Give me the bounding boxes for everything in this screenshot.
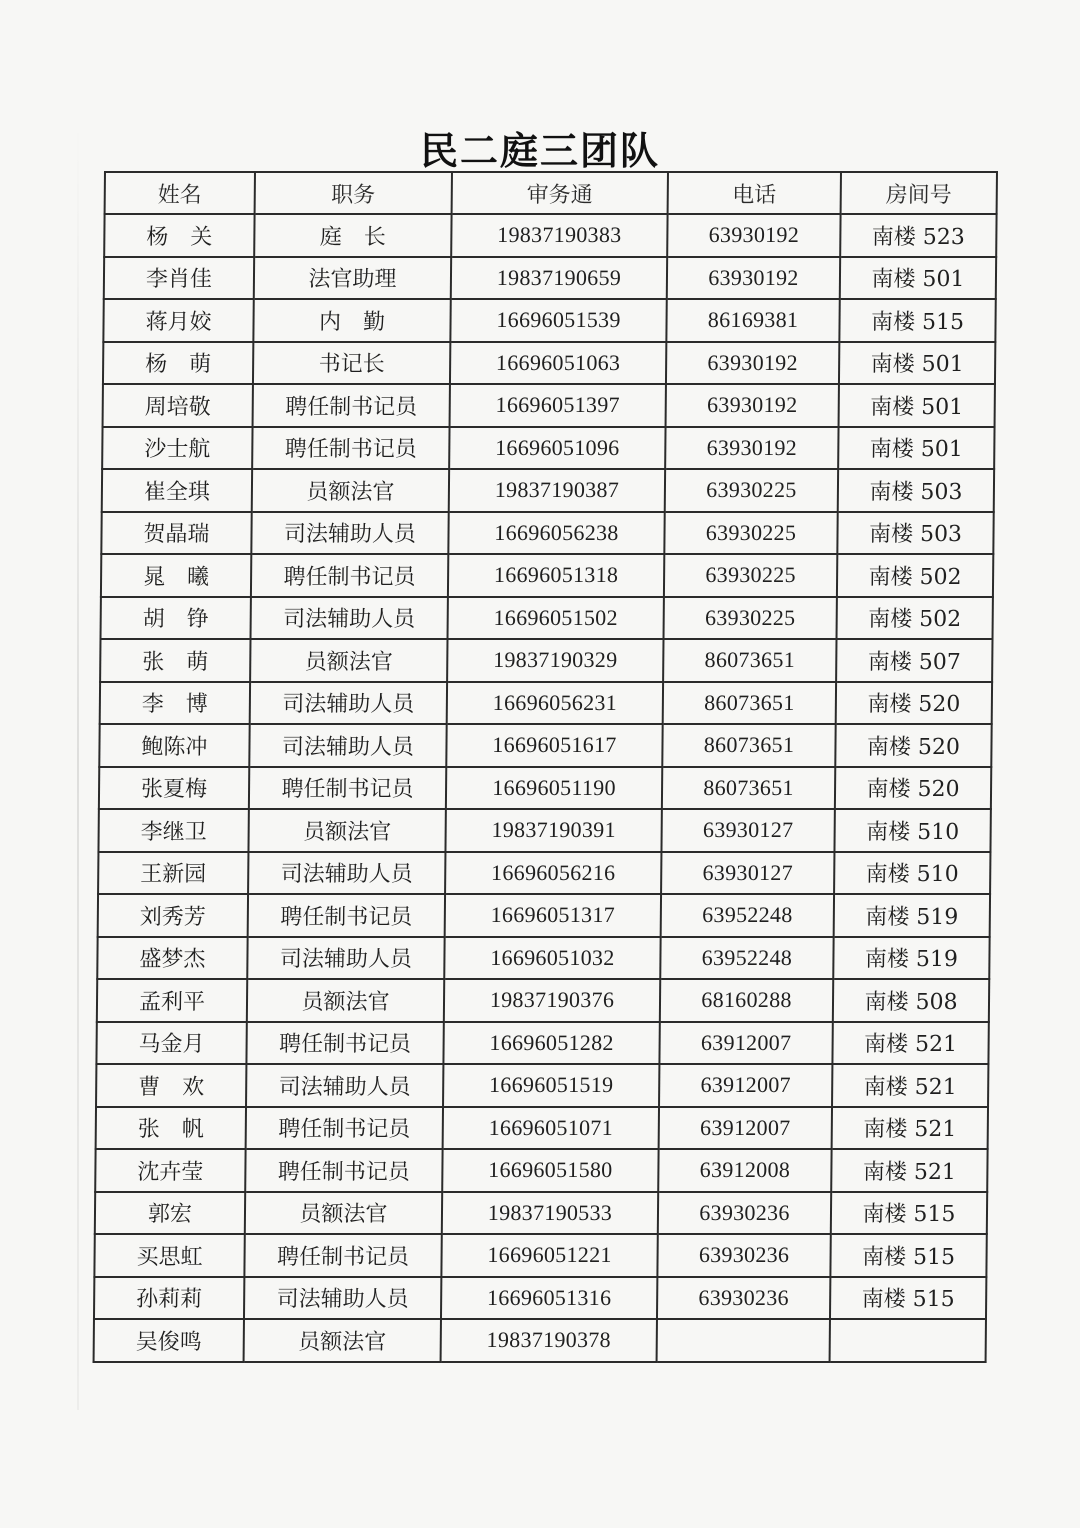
phone-cell: 86073651 <box>662 724 835 767</box>
shenwutong-cell: 16696056216 <box>445 852 661 895</box>
phone-cell: 63930236 <box>657 1234 830 1277</box>
table-row <box>101 554 993 597</box>
role-cell: 员额法官 <box>252 469 449 512</box>
phone-cell: 63930192 <box>667 257 840 300</box>
name-cell: 盛梦杰 <box>97 937 247 980</box>
role-cell: 聘任制书记员 <box>249 767 446 810</box>
room-cell: 南楼 502 <box>837 554 993 597</box>
room-cell: 南楼 521 <box>831 1149 987 1192</box>
shenwutong-cell: 19837190383 <box>451 214 667 257</box>
shenwutong-cell: 16696051580 <box>442 1149 658 1192</box>
name-cell: 王新园 <box>98 852 248 895</box>
room-cell: 南楼 508 <box>833 979 989 1022</box>
role-cell: 庭 长 <box>254 214 451 257</box>
header-room: 房间号 <box>841 172 997 214</box>
shenwutong-cell: 16696051617 <box>446 724 662 767</box>
table-row <box>99 767 991 810</box>
role-cell: 聘任制书记员 <box>248 894 445 937</box>
table-row <box>94 1277 986 1320</box>
role-cell: 司法辅助人员 <box>248 852 445 895</box>
table-row <box>104 257 996 300</box>
room-cell: 南楼 520 <box>835 724 991 767</box>
table-row <box>98 852 990 895</box>
name-cell: 曹 欢 <box>96 1064 246 1107</box>
room-cell: 南楼 521 <box>832 1064 988 1107</box>
shenwutong-cell: 16696051539 <box>450 299 666 342</box>
name-cell: 孙莉莉 <box>94 1277 244 1320</box>
header-role: 职务 <box>255 172 452 214</box>
name-cell: 买思虹 <box>94 1234 244 1277</box>
name-cell: 贺晶瑞 <box>101 512 251 555</box>
shenwutong-cell: 16696051502 <box>448 597 664 640</box>
name-cell: 刘秀芳 <box>98 894 248 937</box>
table-row <box>98 809 990 852</box>
phone-cell: 63930192 <box>667 214 840 257</box>
phone-cell: 63952248 <box>660 937 833 980</box>
role-cell: 员额法官 <box>248 809 445 852</box>
role-cell: 聘任制书记员 <box>252 427 449 470</box>
shenwutong-cell: 19837190387 <box>449 469 665 512</box>
table-row <box>100 639 992 682</box>
phone-cell: 86073651 <box>663 639 836 682</box>
name-cell: 晁 曦 <box>101 554 251 597</box>
shenwutong-cell: 16696051063 <box>450 342 666 385</box>
phone-cell: 63912007 <box>659 1107 832 1150</box>
phone-cell: 63912007 <box>659 1022 832 1065</box>
table-row <box>96 1107 988 1150</box>
table-row <box>95 1192 987 1235</box>
phone-cell: 63952248 <box>661 894 834 937</box>
name-cell: 马金月 <box>96 1022 246 1065</box>
name-cell: 李肖佳 <box>104 257 254 300</box>
name-cell: 杨 关 <box>104 214 254 257</box>
phone-cell: 86073651 <box>662 767 835 810</box>
shenwutong-cell: 19837190376 <box>444 979 660 1022</box>
table-row <box>95 1149 987 1192</box>
room-cell: 南楼 510 <box>834 809 990 852</box>
role-cell: 内 勤 <box>253 299 450 342</box>
name-cell: 杨 萌 <box>103 342 253 385</box>
shenwutong-cell: 19837190329 <box>447 639 663 682</box>
room-cell <box>830 1319 986 1362</box>
room-cell: 南楼 501 <box>839 384 995 427</box>
shenwutong-cell: 16696051316 <box>441 1277 657 1320</box>
shenwutong-cell: 16696056238 <box>448 512 664 555</box>
room-cell: 南楼 503 <box>837 512 993 555</box>
phone-cell: 68160288 <box>660 979 833 1022</box>
phone-cell: 63930225 <box>664 597 837 640</box>
name-cell: 鲍陈冲 <box>99 724 249 767</box>
room-cell: 南楼 521 <box>832 1107 988 1150</box>
role-cell: 员额法官 <box>244 1319 441 1362</box>
phone-cell: 63930225 <box>665 469 838 512</box>
role-cell: 聘任制书记员 <box>245 1149 442 1192</box>
role-cell: 司法辅助人员 <box>246 1064 443 1107</box>
table-row <box>100 682 992 725</box>
shenwutong-cell: 16696056231 <box>447 682 663 725</box>
room-cell: 南楼 501 <box>838 427 994 470</box>
header-shenwutong: 审务通 <box>452 172 668 214</box>
table-row <box>103 384 995 427</box>
phone-cell: 63930192 <box>665 427 838 470</box>
shenwutong-cell: 16696051221 <box>441 1234 657 1277</box>
phone-cell: 63930225 <box>664 512 837 555</box>
role-cell: 员额法官 <box>245 1192 442 1235</box>
room-cell: 南楼 515 <box>830 1277 986 1320</box>
role-cell: 员额法官 <box>250 639 447 682</box>
phone-cell: 63930236 <box>658 1192 831 1235</box>
role-cell: 聘任制书记员 <box>253 384 450 427</box>
room-cell: 南楼 515 <box>839 299 995 342</box>
shenwutong-cell: 16696051397 <box>450 384 666 427</box>
table-row <box>104 214 996 257</box>
name-cell: 郭宏 <box>95 1192 245 1235</box>
phone-cell: 86073651 <box>663 682 836 725</box>
table-row <box>101 597 993 640</box>
name-cell: 李 博 <box>100 682 250 725</box>
name-cell: 周培敬 <box>103 384 253 427</box>
shenwutong-cell: 16696051318 <box>448 554 664 597</box>
name-cell: 孟利平 <box>97 979 247 1022</box>
phone-cell: 63930127 <box>661 852 834 895</box>
room-cell: 南楼 501 <box>840 257 996 300</box>
table-row <box>94 1319 986 1362</box>
shenwutong-cell: 16696051282 <box>443 1022 659 1065</box>
room-cell: 南楼 502 <box>837 597 993 640</box>
role-cell: 司法辅助人员 <box>250 682 447 725</box>
name-cell: 李继卫 <box>98 809 248 852</box>
role-cell: 员额法官 <box>247 979 444 1022</box>
header-row <box>105 172 997 214</box>
shenwutong-cell: 16696051317 <box>445 894 661 937</box>
room-cell: 南楼 519 <box>833 937 989 980</box>
room-cell: 南楼 519 <box>834 894 990 937</box>
room-cell: 南楼 520 <box>835 767 991 810</box>
header-name: 姓名 <box>105 172 255 214</box>
room-cell: 南楼 515 <box>831 1192 987 1235</box>
table-row <box>96 1064 988 1107</box>
room-cell: 南楼 501 <box>839 342 995 385</box>
shenwutong-cell: 19837190659 <box>451 257 667 300</box>
table-row <box>98 894 990 937</box>
room-cell: 南楼 510 <box>834 852 990 895</box>
table-row <box>97 979 989 1022</box>
table-row <box>103 299 995 342</box>
room-cell: 南楼 507 <box>836 639 992 682</box>
phone-cell <box>657 1319 830 1362</box>
table-row <box>94 1234 986 1277</box>
room-cell: 南楼 521 <box>832 1022 988 1065</box>
role-cell: 聘任制书记员 <box>246 1107 443 1150</box>
name-cell: 蒋月姣 <box>103 299 253 342</box>
phone-cell: 63912007 <box>659 1064 832 1107</box>
role-cell: 司法辅助人员 <box>249 724 446 767</box>
room-cell: 南楼 503 <box>838 469 994 512</box>
role-cell: 司法辅助人员 <box>247 937 444 980</box>
name-cell: 张 萌 <box>100 639 250 682</box>
phone-cell: 63930127 <box>661 809 834 852</box>
role-cell: 聘任制书记员 <box>246 1022 443 1065</box>
room-cell: 南楼 520 <box>836 682 992 725</box>
role-cell: 司法辅助人员 <box>251 597 448 640</box>
roster-sheet <box>93 171 996 1363</box>
shenwutong-cell: 16696051519 <box>443 1064 659 1107</box>
name-cell: 崔全琪 <box>102 469 252 512</box>
phone-cell: 63930225 <box>664 554 837 597</box>
name-cell: 沈卉莹 <box>95 1149 245 1192</box>
shenwutong-cell: 16696051190 <box>446 767 662 810</box>
phone-cell: 63930236 <box>657 1277 830 1320</box>
shenwutong-cell: 16696051032 <box>444 937 660 980</box>
role-cell: 司法辅助人员 <box>244 1277 441 1320</box>
role-cell: 司法辅助人员 <box>251 512 448 555</box>
shenwutong-cell: 19837190378 <box>441 1319 657 1362</box>
name-cell: 吴俊鸣 <box>94 1319 244 1362</box>
name-cell: 张夏梅 <box>99 767 249 810</box>
role-cell: 法官助理 <box>254 257 451 300</box>
shenwutong-cell: 19837190533 <box>442 1192 658 1235</box>
name-cell: 张 帆 <box>96 1107 246 1150</box>
phone-cell: 86169381 <box>666 299 839 342</box>
phone-cell: 63930192 <box>666 342 839 385</box>
phone-cell: 63930192 <box>666 384 839 427</box>
shenwutong-cell: 16696051071 <box>443 1107 659 1150</box>
staff-roster-table <box>93 171 998 1363</box>
room-cell: 南楼 523 <box>840 214 996 257</box>
shenwutong-cell: 16696051096 <box>449 427 665 470</box>
table-row <box>99 724 991 767</box>
shenwutong-cell: 19837190391 <box>445 809 661 852</box>
phone-cell: 63912008 <box>658 1149 831 1192</box>
role-cell: 聘任制书记员 <box>244 1234 441 1277</box>
table-row <box>97 937 989 980</box>
name-cell: 胡 铮 <box>101 597 251 640</box>
table-row <box>96 1022 988 1065</box>
scan-edge-shadow <box>77 120 79 1410</box>
table-row <box>101 512 993 555</box>
table-row <box>103 342 995 385</box>
name-cell: 沙士航 <box>102 427 252 470</box>
table-row <box>102 469 994 512</box>
room-cell: 南楼 515 <box>830 1234 986 1277</box>
table-row <box>102 427 994 470</box>
role-cell: 书记长 <box>253 342 450 385</box>
role-cell: 聘任制书记员 <box>251 554 448 597</box>
page-title: 民二庭三团队 <box>419 129 660 173</box>
header-phone: 电话 <box>668 172 841 214</box>
